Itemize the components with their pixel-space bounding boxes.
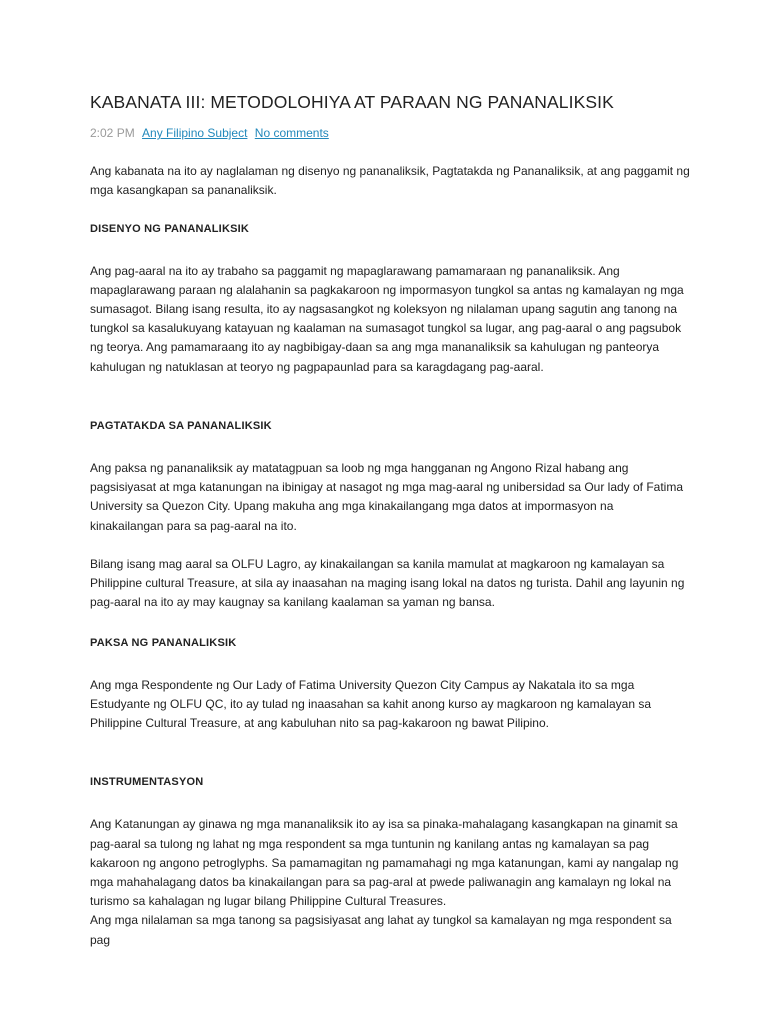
post-time: 2:02 PM [90, 126, 135, 140]
post-meta [90, 126, 329, 140]
paragraph-instrumentasyon-1: Ang Katanungan ay ginawa ng mga mananaliksik ito ay isa sa pinaka-mahalagang kasangkapan na ginamit sa pag-aaral sa tulong ng lahat ng mga respondent sa mga tuntunin ng kanilang antas ng kamalayan sa pag kakaroon ng angono petroglyphs. Sa pamamagitan ng pamamahagi ng mga katanungan, kami ay nangalap ng mga mahahalagang datos ba kinakailangan para sa pag-aral at pwede paliwanagin ang kamalayn ng lokal na turismo sa kahalagan ng lugar bilang Philippine Cultural Treasures. [90, 817, 679, 909]
intro-paragraph: Ang kabanata na ito ay naglalaman ng disenyo ng pananaliksik, Pagtatakda ng Pananaliksik, at ang paggamit ng mga kasangkapan sa pananaliksik. [90, 164, 690, 198]
heading-paksa: PAKSA NG PANANALIKSIK [90, 637, 237, 650]
post-body [90, 162, 690, 950]
post-title: KABANATA III: METODOLOHIYA AT PARAAN NG PANANALIKSIK [90, 92, 614, 112]
comments-link[interactable]: No comments [254, 126, 329, 140]
paragraph-instrumentasyon-2: Ang mga nilalaman sa mga tanong sa pagsisiyasat ang lahat ay tungkol sa kamalayan ng mga respondent sa pag [90, 913, 672, 947]
heading-disenyo: DISENYO NG PANANALIKSIK [90, 223, 250, 236]
heading-instrumentasyon: INSTRUMENTASYON [90, 776, 204, 789]
paragraph-paksa: Ang mga Respondente ng Our Lady of Fatima University Quezon City Campus ay Nakatala ito sa mga Estudyante ng OLFU QC, ito ay tulad ng inaasahan sa kahit anong kurso ay magkaroon ng kamalayan sa Philippine Cultural Treasure, at ang kabuluhan nito sa pag-kakaroon ng bawat Pilipino. [90, 677, 651, 731]
paragraph-pagtatakda-1: Ang paksa ng pananaliksik ay matatagpuan sa loob ng mga hangganan ng Angono Rizal habang ang pagsisiyasat at mga katanungan na ibinigay at nasagot ng mga mag-aaral ng unibersidad sa Our lady of Fatima University sa Quezon City. Upang makuha ang mga kinakailangang mga datos at impormasyon na kinakailangan para sa pag-aaral na ito. [90, 461, 684, 533]
category-link[interactable]: Any Filipino Subject [142, 126, 248, 140]
heading-pagtatakda: PAGTATAKDA SA PANANALIKSIK [90, 419, 272, 432]
paragraph-disenyo: Ang pag-aaral na ito ay trabaho sa paggamit ng mapaglarawang pamamaraan ng pananaliksik. Ang mapaglarawang paraan ng alalahanin sa pagkakaroon ng impormasyon tungkol sa antas ng kamalayan ng mga sumasagot. Bilang isang resulta, ito ay nagsasangkot ng koleksyon ng nilalaman upang sagutin ang tanong na tungkol sa kasalukuyang katayuan ng kaalaman na sumasagot tungkol sa lugar, ang pag-aaral o ang pagsubok ng teorya. Ang pamamaraang ito ay nagbibigay-daan sa ang mga mananaliksik sa kahulugan ng panteorya kahulugan ng natuklasan at teoryo ng pagpapaunlad para sa karagdagang pag-aaral. [90, 263, 684, 374]
paragraph-pagtatakda-2: Bilang isang mag aaral sa OLFU Lagro, ay kinakailangan sa kanila mamulat at magkaroon ng kamalayan sa Philippine cultural Treasure, at sila ay inaasahan na maging isang lokal na datos ng turista. Dahil ang layunin ng pag-aaral na ito ay may kaugnay sa kanilang kaalaman sa yaman ng bansa. [90, 556, 685, 610]
